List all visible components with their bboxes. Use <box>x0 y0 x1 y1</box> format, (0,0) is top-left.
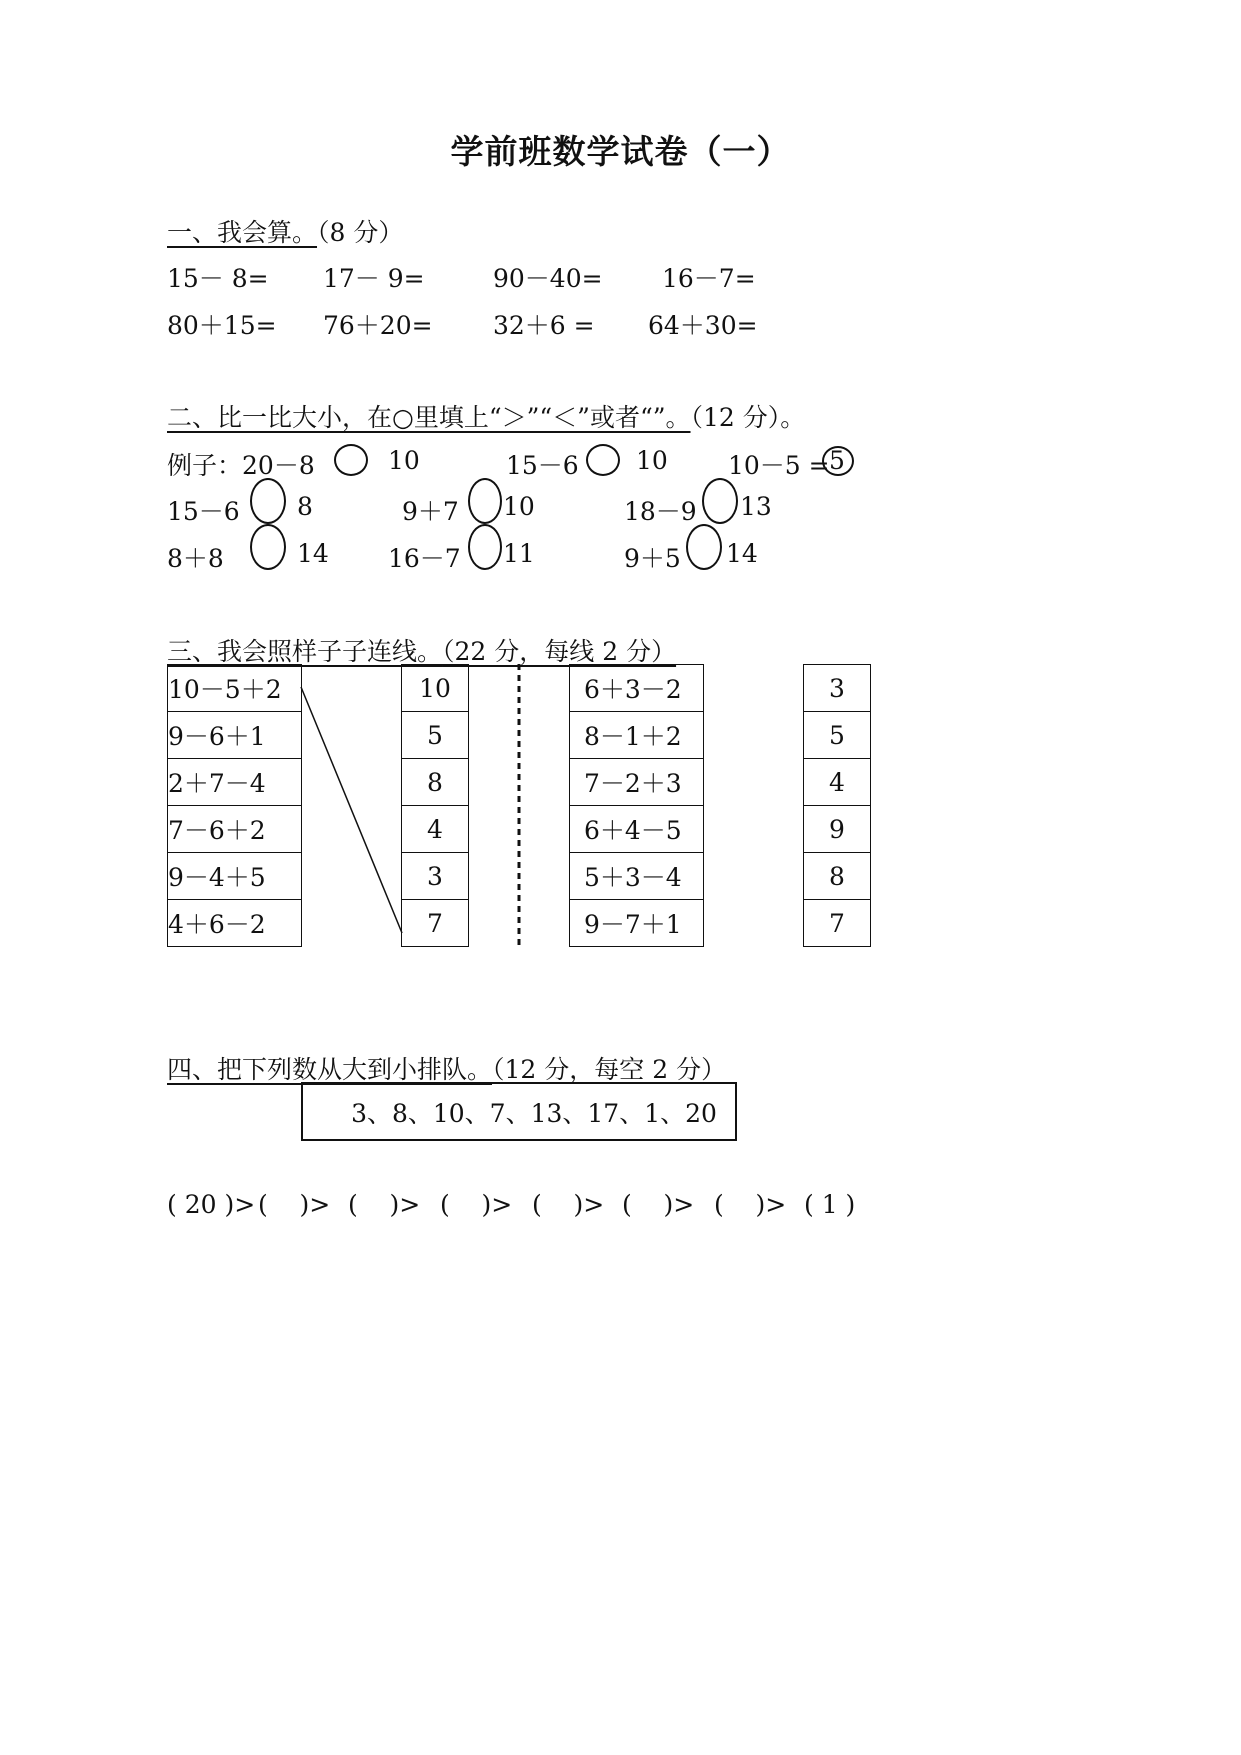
example-rhs: 10 <box>388 446 420 475</box>
left-number-cell[interactable]: 5 <box>401 711 469 759</box>
compare-rhs: 14 <box>726 539 758 568</box>
compare-expr: 8＋8 <box>167 544 224 573</box>
ordering-blank[interactable]: ( )> <box>258 1190 331 1219</box>
left-expression-cell[interactable]: 4＋6－2 <box>167 899 302 947</box>
right-expression-cell[interactable]: 8－1＋2 <box>569 711 704 759</box>
right-expression-cell[interactable]: 9－7＋1 <box>569 899 704 947</box>
problem: 90－40= <box>493 264 603 293</box>
example-expr: 10－5 = <box>728 451 830 480</box>
section4-heading-score: （12 分，每空 2 分） <box>492 1055 727 1084</box>
section2-heading-score: （12 分）。 <box>690 403 806 432</box>
compare-rhs: 13 <box>740 492 772 521</box>
compare-expr: 18－9 <box>624 497 697 526</box>
problem: 64＋30= <box>648 311 758 340</box>
left-number-cell[interactable]: 3 <box>401 852 469 900</box>
numbers-box <box>301 1082 737 1141</box>
ordering-blank[interactable]: ( )> <box>714 1190 787 1219</box>
ordering-blank[interactable]: ( )> <box>440 1190 513 1219</box>
example-connector-line <box>301 687 402 933</box>
page-title: 学前班数学试卷（一） <box>450 132 791 171</box>
problem: 17－ 9= <box>323 264 425 293</box>
compare-expr: 9＋5 <box>624 544 681 573</box>
problem: 80＋15= <box>167 311 277 340</box>
ordering-blank[interactable]: ( )> <box>348 1190 421 1219</box>
right-expression-cell[interactable]: 6＋3－2 <box>569 664 704 712</box>
right-number-cell[interactable]: 5 <box>803 711 871 759</box>
ordering-blank[interactable]: ( 20 )> <box>167 1190 256 1219</box>
right-expression-cell[interactable]: 7－2＋3 <box>569 758 704 806</box>
left-expression-cell[interactable]: 9－4＋5 <box>167 852 302 900</box>
compare-expr: 9＋7 <box>402 497 459 526</box>
numbers-list: 3、8、10、7、13、17、1、20 <box>351 1098 717 1128</box>
section3-heading-score: （22 分，每线 2 分） <box>442 637 677 666</box>
right-expression-cell[interactable]: 5＋3－4 <box>569 852 704 900</box>
compare-rhs: 11 <box>503 539 535 568</box>
section1-heading-score: （8 分） <box>317 218 404 247</box>
right-number-cell[interactable]: 3 <box>803 664 871 712</box>
problem: 15－ 8= <box>167 264 269 293</box>
problem: 32＋6 = <box>493 311 595 340</box>
left-number-cell[interactable]: 4 <box>401 805 469 853</box>
example-rhs: 10 <box>636 446 668 475</box>
right-number-cell[interactable]: 7 <box>803 899 871 947</box>
section3-heading-main: 三、我会照样子子连线。 <box>167 637 443 666</box>
left-number-cell[interactable]: 8 <box>401 758 469 806</box>
right-number-cell[interactable]: 9 <box>803 805 871 853</box>
left-expression-cell[interactable]: 9－6＋1 <box>167 711 302 759</box>
left-expression-cell[interactable]: 10－5＋2 <box>167 664 302 712</box>
left-number-cell[interactable]: 10 <box>401 664 469 712</box>
section4-heading-main: 四、把下列数从大到小排队。 <box>167 1055 493 1084</box>
compare-rhs: 8 <box>297 492 313 521</box>
right-number-cell[interactable]: 8 <box>803 852 871 900</box>
problem: 16－7= <box>662 264 756 293</box>
ordering-blank[interactable]: ( )> <box>532 1190 605 1219</box>
compare-rhs: 10 <box>503 492 535 521</box>
example-answer: 5 <box>829 446 845 475</box>
left-number-cell[interactable]: 7 <box>401 899 469 947</box>
section2-heading-main: 二、比一比大小，在○里填上“＞”“＜”或者“”。 <box>167 403 691 432</box>
compare-expr: 16－7 <box>388 544 461 573</box>
left-expression-cell[interactable]: 7－6＋2 <box>167 805 302 853</box>
ordering-blank[interactable]: ( 1 ) <box>804 1190 856 1219</box>
left-expression-cell[interactable]: 2＋7－4 <box>167 758 302 806</box>
right-number-cell[interactable]: 4 <box>803 758 871 806</box>
compare-rhs: 14 <box>297 539 329 568</box>
example-label: 例子：20－8 <box>167 451 315 480</box>
example-expr: 15－6 <box>506 451 579 480</box>
right-expression-cell[interactable]: 6＋4－5 <box>569 805 704 853</box>
section1-heading-main: 一、我会算。 <box>167 218 318 247</box>
compare-expr: 15－6 <box>167 497 240 526</box>
problem: 76＋20= <box>323 311 433 340</box>
ordering-blank[interactable]: ( )> <box>622 1190 695 1219</box>
section4-heading <box>167 1050 726 1086</box>
